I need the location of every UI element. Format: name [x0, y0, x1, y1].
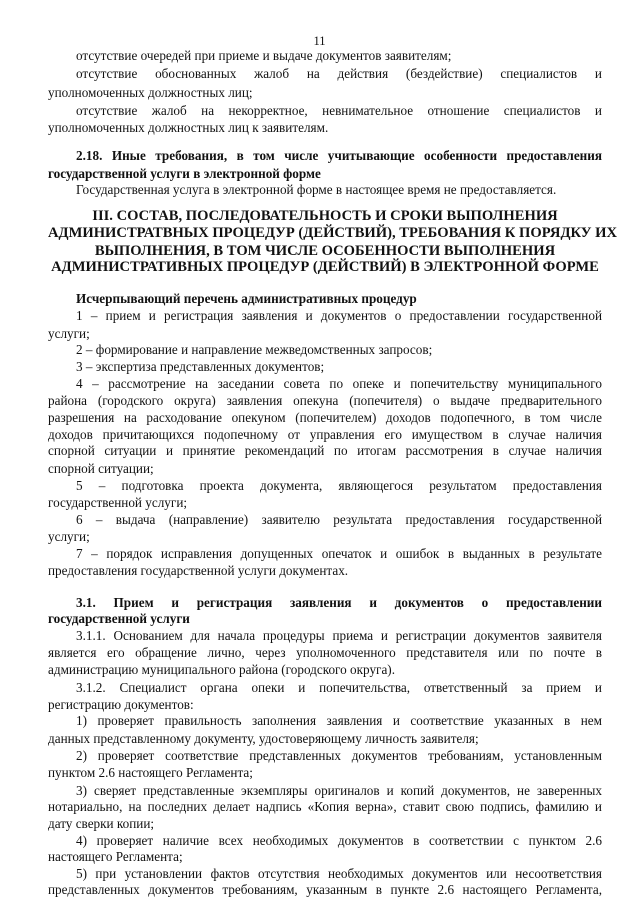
text-line: уполномоченных должностных лиц; [48, 84, 253, 100]
text-line: 4 – рассмотрение на заседании совета по опеке и попечительству муниципального [76, 375, 602, 391]
text-line: района (городского округа) заявления опекуна (попечителя) о выдаче предварительного [48, 393, 602, 409]
text-line: настоящего Регламента; [48, 849, 183, 865]
text-line: дату сверки копии; [48, 816, 155, 832]
text-line: 2) проверяет соответствие представленных документов требованиям, установленным [76, 748, 602, 763]
text-line: спорной ситуации; [48, 460, 154, 476]
chapter-title: III. СОСТАВ, ПОСЛЕДОВАТЕЛЬНОСТЬ И СРОКИ ВЫПОЛНЕНИЯ [92, 208, 558, 225]
text-line: отсутствие очередей при приеме и выдаче документов заявителям; [76, 48, 452, 63]
text-line: является его обращение лично, через уполномоченного представителя или по почте в [48, 644, 602, 660]
text-line: 2 – формирование и направление межведомственных запросов; [76, 342, 433, 358]
text-line: спорной ситуации и принятие рекомендаций по итогам рассмотрения в случае наличия [48, 443, 602, 459]
text-line: 7 – порядок исправления допущенных опечаток и ошибок в выданных в результате [76, 545, 602, 561]
section-heading: 3.1. Прием и регистрация заявления и документов о предоставлении [76, 594, 602, 610]
text-line: уполномоченных должностных лиц к заявителям. [48, 120, 329, 136]
text-line: отсутствие жалоб на некорректное, невнимательное отношение специалистов и [76, 103, 602, 118]
text-line: доходов причитающихся подопечному от управления его имуществом в случае наличия [48, 426, 602, 442]
text-line: 3.1.2. Специалист органа опеки и попечительства, ответственный за прием и [76, 679, 602, 695]
text-line: пунктом 2.6 настоящего Регламента; [48, 765, 253, 781]
text-line: 1 – прием и регистрация заявления и документов о предоставлении государственной [76, 308, 602, 324]
section-heading: государственной услуги в электронной форме [48, 165, 321, 181]
text-line: Государственная услуга в электронной форме в настоящее время не предоставляется. [76, 182, 557, 197]
text-line: 5 – подготовка проекта документа, являющегося результатом предоставления [76, 478, 602, 493]
text-line: 3 – экспертиза представленных документов; [76, 359, 325, 375]
text-line: предоставления государственной услуги документах. [48, 562, 349, 578]
text-line: нотариально, на последних делает надпись «Копия верна», ставит свою подпись, фамилию и [48, 799, 602, 815]
text-line: 3) сверяет представленные экземпляры оригиналов и копий документов, не заверенных [76, 782, 602, 798]
text-line: представленных документов требованиям, указанным в пункте 2.6 настоящего Регламента, [48, 882, 602, 897]
text-line: 1) проверяет правильность заполнения заявления и соответствие указанных в нем [76, 713, 602, 729]
section-heading: 2.18. Иные требования, в том числе учитывающие особенности предоставления [76, 148, 602, 164]
text-line: разрешения на расходование опекуном (попечителем) доходов подопечного, в том числе [48, 409, 602, 425]
text-line: государственной услуги; [48, 495, 188, 511]
chapter-title: АДМИНИСТРАТВНЫХ ПРОЦЕДУР (ДЕЙСТВИЙ), ТРЕБОВАНИЯ К ПОРЯДКУ ИХ [48, 225, 618, 242]
text-line: администрацию муниципального района (городского округа). [48, 662, 395, 678]
text-line: 5) при установлении фактов отсутствия необходимых документов или несоответствия [76, 865, 602, 881]
text-line: данных представленному документу, удостоверяющему личность заявителя; [48, 730, 479, 746]
text-line: 3.1.1. Основанием для начала процедуры приема и регистрации документов заявителя [76, 628, 602, 644]
text-line: отсутствие обоснованных жалоб на действия (бездействие) специалистов и [76, 66, 602, 82]
text-line: регистрацию документов: [48, 696, 194, 712]
page-number: 11 [313, 34, 326, 48]
text-line: 6 – выдача (направление) заявителю результата предоставления государственной [76, 511, 602, 527]
subsection-heading: Исчерпывающий перечень административных процедур [76, 291, 417, 306]
text-line: услуги; [48, 529, 90, 545]
text-line: 4) проверяет наличие всех необходимых документов в соответствии с пунктом 2.6 [76, 832, 602, 848]
section-heading: государственной услуги [48, 611, 190, 627]
chapter-title: АДМИНИСТРАТИВНЫХ ПРОЦЕДУР (ДЕЙСТВИЙ) В ЭЛЕКТРОННОЙ ФОРМЕ [51, 259, 599, 276]
chapter-title: ВЫПОЛНЕНИЯ, В ТОМ ЧИСЛЕ ОСОБЕННОСТИ ВЫПОЛНЕНИЯ [94, 242, 556, 259]
text-line: услуги; [48, 325, 90, 341]
